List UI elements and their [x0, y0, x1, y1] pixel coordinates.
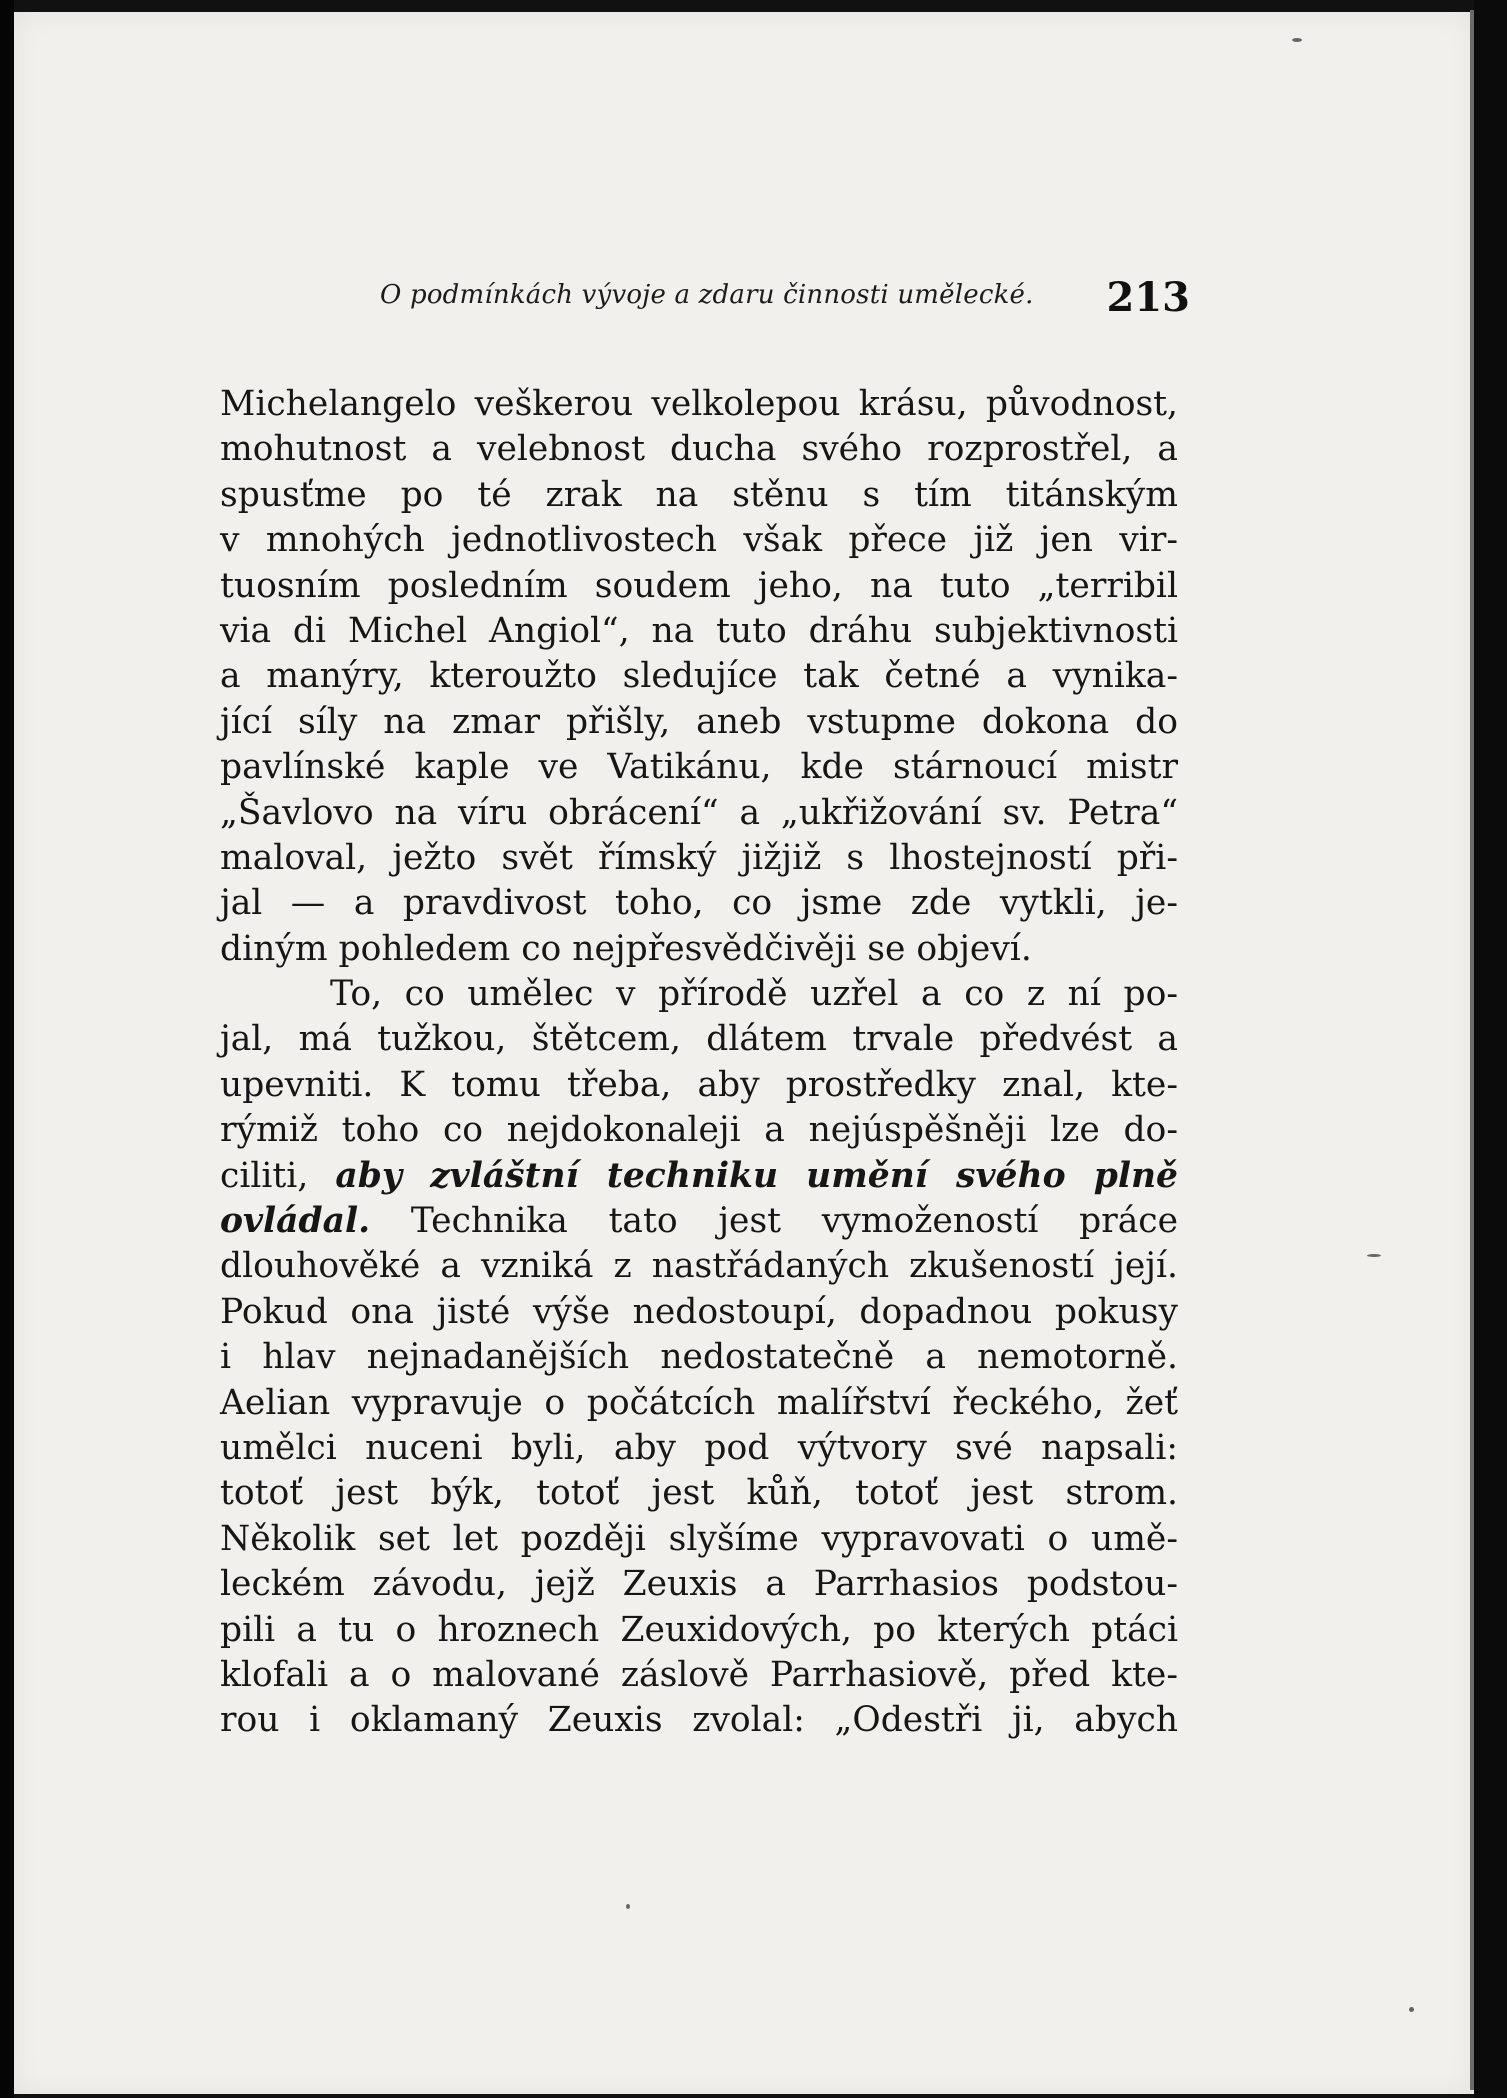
text-segment: Technika tato jest vymožeností práce	[370, 1201, 1178, 1242]
text-line: jal, má tužkou, štětcem, dlátem trvale předvést a	[220, 1019, 1178, 1060]
text-line: i hlav nejnadanějších nedostatečně a nemotorně.	[220, 1337, 1178, 1378]
text-line: Michelangelo veškerou velkolepou krásu, původnost,	[220, 384, 1178, 424]
emphasized-text: aby zvláštní techniku umění svého plně	[335, 1155, 1178, 1196]
text-line: tuosním posledním soudem jeho, na tuto „terribil	[220, 565, 1178, 606]
paper-speck	[1292, 38, 1302, 42]
paper-speck	[1367, 1254, 1381, 1257]
text-line: v mnohých jednotlivostech však přece již jen vir-	[220, 520, 1178, 561]
text-line: rou i oklamaný Zeuxis zvolal: „Odestři ji, abych	[220, 1700, 1178, 1741]
text-line-emphasis	[220, 1154, 1178, 1199]
text-line: maloval, ježto svět římský jižjiž s lhostejností při-	[220, 837, 1178, 878]
paper-speck	[626, 1904, 630, 1909]
text-line: dlouhověké a vzniká z nastřádaných zkušeností její.	[220, 1246, 1178, 1287]
page-right-edge	[1474, 0, 1507, 2098]
text-line: Aelian vypravuje o počátcích malířství řeckého, žeť	[220, 1382, 1178, 1423]
text-line: Pokud ona jisté výše nedostoupí, dopadnou pokusy	[220, 1291, 1178, 1332]
page-left-edge	[0, 0, 14, 2098]
text-segment: ciliti,	[220, 1155, 336, 1196]
paragraph-start-line: To, co umělec v přírodě uzřel a co z ní po-	[330, 974, 1178, 1015]
text-line: totoť jest býk, totoť jest kůň, totoť jest strom.	[220, 1473, 1178, 1514]
text-line-emphasis	[220, 1199, 1178, 1244]
text-line: upevniti. K tomu třeba, aby prostředky znal, kte-	[220, 1064, 1178, 1105]
body-text	[220, 382, 1178, 1744]
text-line: diným pohledem co nejpřesvědčivěji se objeví.	[220, 928, 1032, 969]
text-line: jící síly na zmar přišly, aneb vstupme dokona do	[220, 701, 1178, 742]
text-line: spusťme po té zrak na stěnu s tím titánským	[220, 474, 1178, 515]
text-line: umělci nuceni byli, aby pod výtvory své napsali:	[220, 1427, 1178, 1468]
text-line: jal — a pravdivost toho, co jsme zde vytkli, je-	[220, 883, 1178, 924]
paper-speck	[1409, 2007, 1414, 2012]
text-line: rýmiž toho co nejdokonaleji a nejúspěšněji lze do-	[220, 1110, 1178, 1151]
text-line: leckém závodu, jejž Zeuxis a Parrhasios podstou-	[220, 1564, 1178, 1605]
emphasized-text: ovládal.	[220, 1201, 371, 1242]
text-line: via di Michel Angiol“, na tuto dráhu subjektivnosti	[220, 610, 1178, 651]
text-line: Několik set let později slyšíme vypravovati o umě-	[220, 1518, 1178, 1559]
text-line: a manýry, kteroužto sledujíce tak četné a vynika-	[220, 656, 1178, 697]
text-line: „Šavlovo na víru obrácení“ a „ukřižování sv. Petra“	[220, 792, 1178, 833]
page-number: 213	[1106, 274, 1190, 321]
page-right-border	[1470, 10, 1474, 2090]
text-line: pavlínské kaple ve Vatikánu, kde stárnoucí mistr	[220, 747, 1178, 788]
page-header	[370, 274, 1190, 334]
text-line: klofali a o malované záslově Parrhasiově, před kte-	[220, 1654, 1178, 1695]
running-head: O podmínkách vývoje a zdaru činnosti umělecké.	[380, 280, 1034, 310]
text-line: pili a tu o hroznech Zeuxidových, po kterých ptáci	[220, 1609, 1178, 1650]
text-line: mohutnost a velebnost ducha svého rozprostřel, a	[220, 429, 1178, 470]
